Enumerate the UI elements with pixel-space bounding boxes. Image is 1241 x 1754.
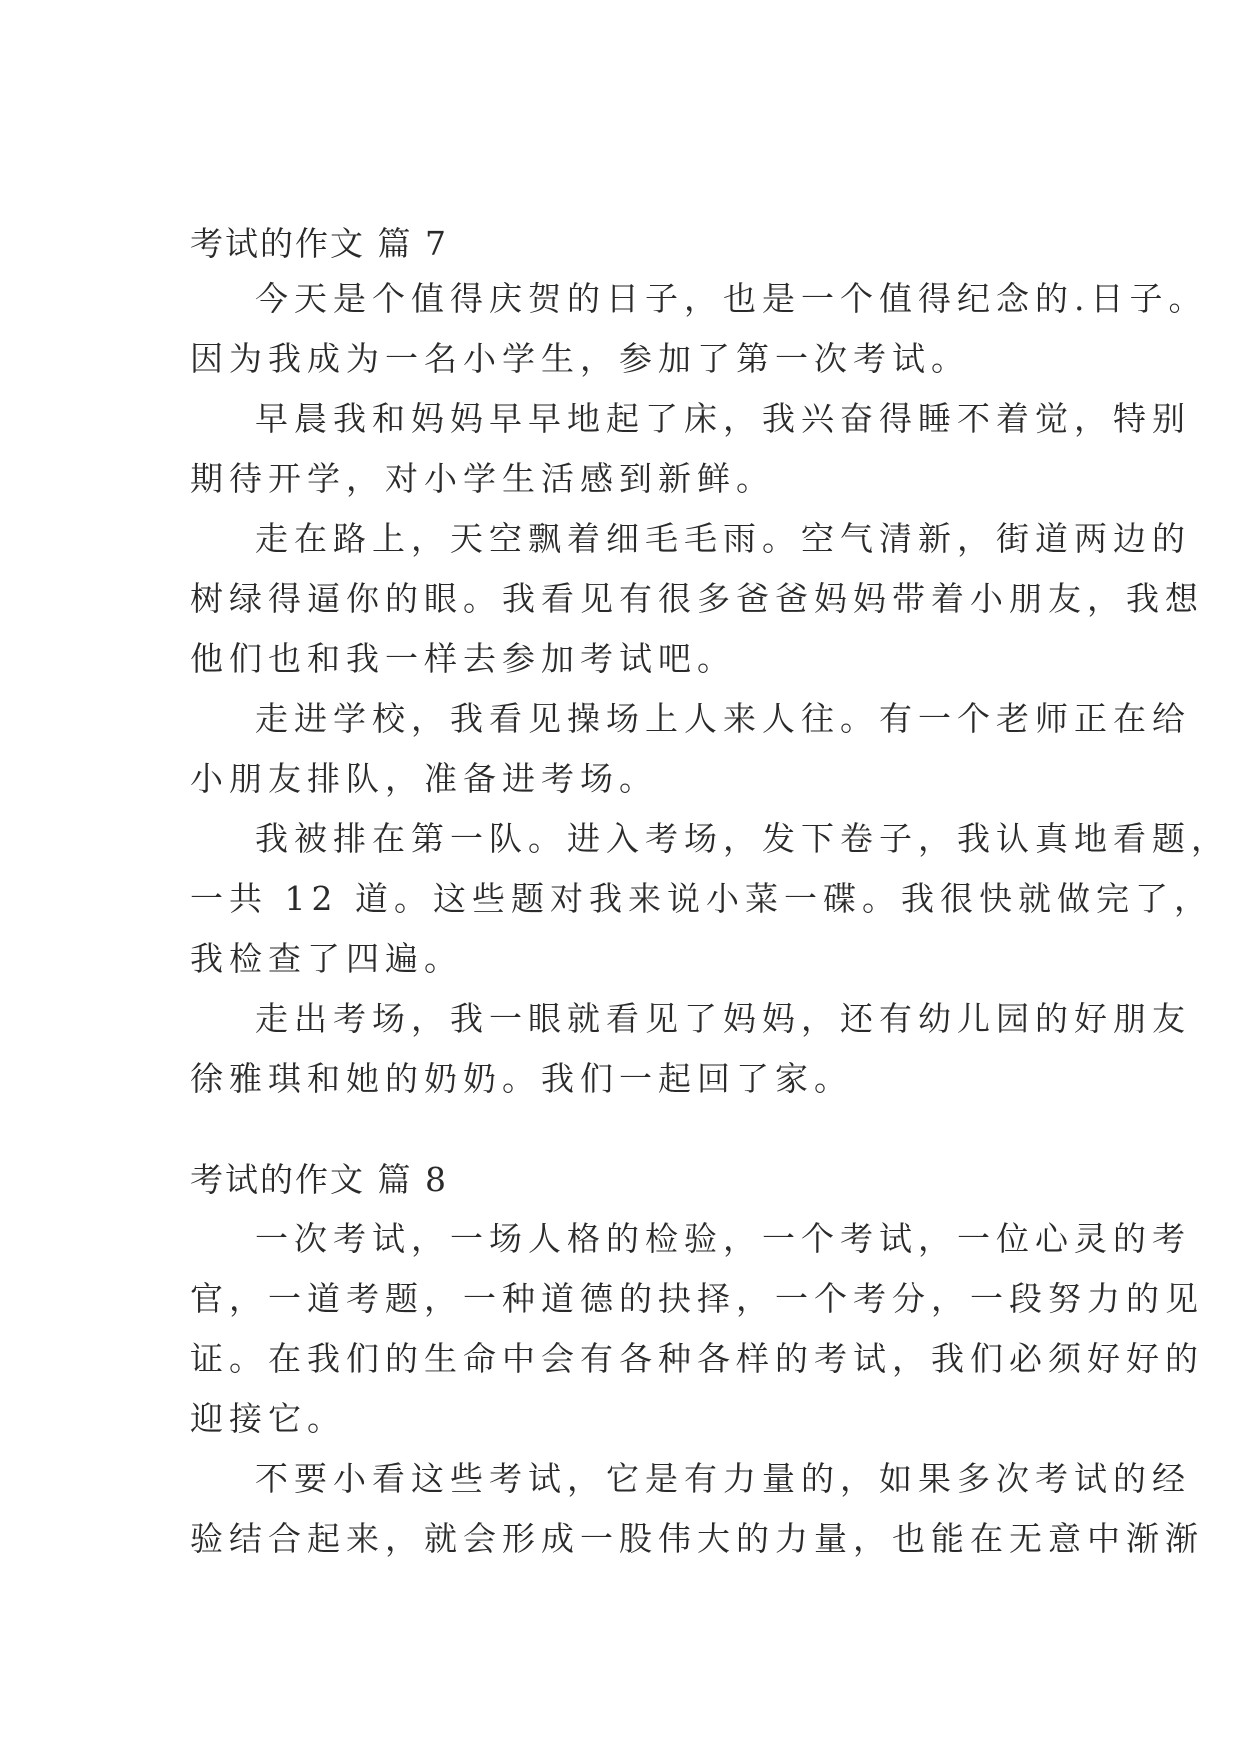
- paragraph-line: 走出考场，我一眼就看见了妈妈，还有幼儿园的好朋友: [255, 999, 1191, 1038]
- paragraph-line: 官，一道考题，一种道德的抉择，一个考分，一段努力的见: [190, 1279, 1204, 1318]
- paragraph-line: 验结合起来，就会形成一股伟大的力量，也能在无意中渐渐: [190, 1519, 1204, 1558]
- paragraph-line: 期待开学，对小学生活感到新鲜。: [190, 459, 775, 498]
- paragraph-line: 他们也和我一样去参加考试吧。: [190, 639, 736, 678]
- paragraph-line: 早晨我和妈妈早早地起了床，我兴奋得睡不着觉，特别: [255, 399, 1191, 438]
- paragraph-line: 小朋友排队，准备进考场。: [190, 759, 658, 798]
- paragraph-line: 徐雅琪和她的奶奶。我们一起回了家。: [190, 1059, 853, 1098]
- paragraph-line: 今天是个值得庆贺的日子，也是一个值得纪念的.日子。: [255, 279, 1208, 318]
- paragraph-line: 因为我成为一名小学生，参加了第一次考试。: [190, 339, 970, 378]
- paragraph-line: 树绿得逼你的眼。我看见有很多爸爸妈妈带着小朋友，我想: [190, 579, 1204, 618]
- paragraph-line: 我检查了四遍。: [190, 939, 463, 978]
- paragraph-line: 证。在我们的生命中会有各种各样的考试，我们必须好好的: [190, 1339, 1204, 1378]
- paragraph-line: 走在路上，天空飘着细毛毛雨。空气清新，街道两边的: [255, 519, 1191, 558]
- section-heading-7: 考试的作文 篇 7: [190, 224, 448, 263]
- paragraph-line: 一次考试，一场人格的检验，一个考试，一位心灵的考: [255, 1219, 1191, 1258]
- section-heading-8: 考试的作文 篇 8: [190, 1160, 448, 1199]
- paragraph-line: 走进学校，我看见操场上人来人往。有一个老师正在给: [255, 699, 1191, 738]
- paragraph-line: 我被排在第一队。进入考场，发下卷子，我认真地看题，: [255, 819, 1230, 858]
- paragraph-line: 不要小看这些考试，它是有力量的，如果多次考试的经: [255, 1459, 1191, 1498]
- paragraph-line: 迎接它。: [190, 1399, 346, 1438]
- paragraph-line: 一共 12 道。这些题对我来说小菜一碟。我很快就做完了，: [190, 879, 1213, 918]
